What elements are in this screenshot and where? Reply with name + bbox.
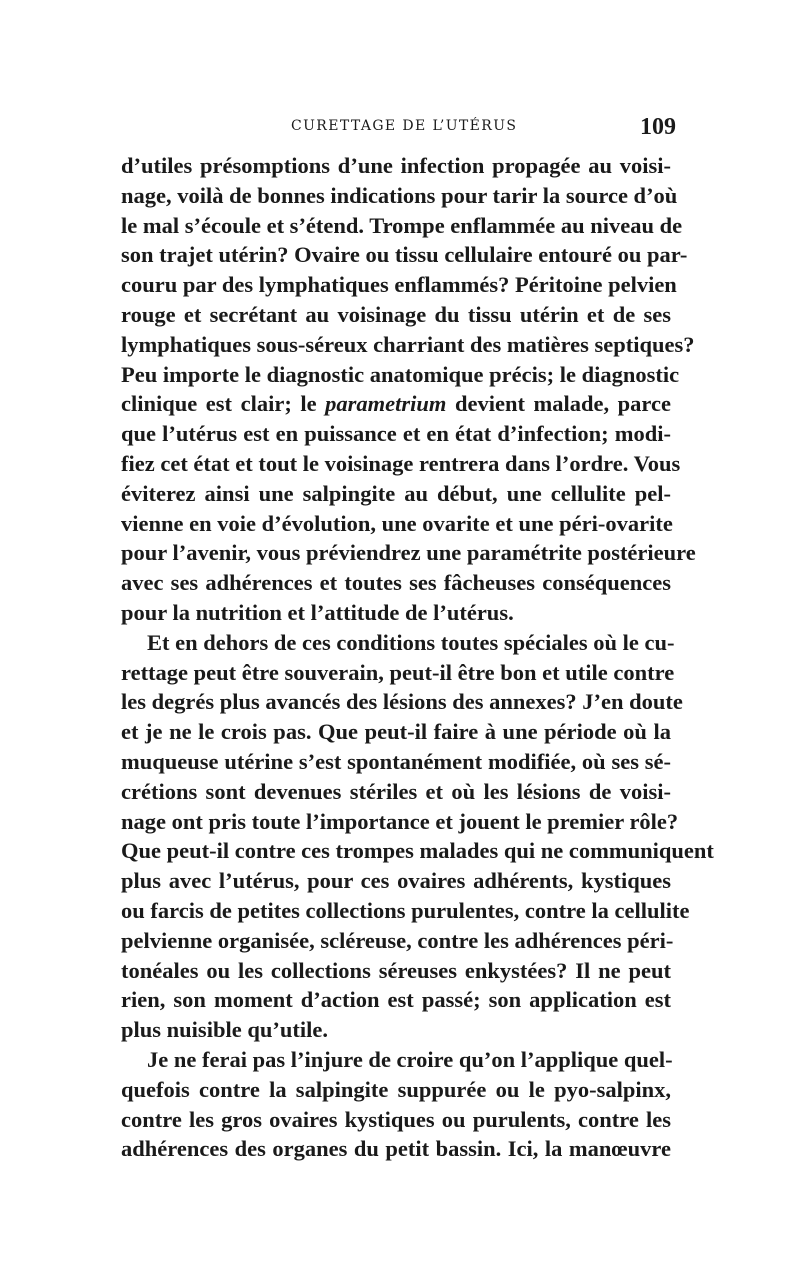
text-line: rien, son moment d’action est passé; son application est: [121, 987, 671, 1013]
text-line: muqueuse utérine s’est spontanément modifiée, où ses sé-: [121, 748, 671, 774]
text-line: que l’utérus est en puissance et en état d’infection; modi-: [121, 421, 671, 447]
text-line: crétions sont devenues stériles et où les lésions de voisi-: [121, 778, 671, 804]
text-line: lymphatiques sous-séreux charriant des matières septiques?: [121, 331, 695, 357]
text-line: ou farcis de petites collections purulentes, contre la cellulite: [121, 897, 690, 923]
paragraph-1: [121, 151, 696, 628]
text-line: d’utiles présomptions d’une infection propagée au voisi-: [121, 153, 671, 178]
line-text-after: devient malade, parce: [446, 391, 671, 417]
text-line: plus avec l’utérus, pour ces ovaires adhérents, kystiques: [121, 868, 671, 894]
body-text: [121, 151, 714, 1164]
text-line: nage ont pris toute l’importance et jouent le premier rôle?: [121, 808, 679, 834]
text-line: son trajet utérin? Ovaire ou tissu cellulaire entouré ou par-: [121, 242, 688, 268]
italic-term: parametrium: [325, 391, 447, 417]
text-line: tonéales ou les collections séreuses enkystées? Il ne peut: [121, 957, 671, 983]
text-line: rettage peut être souverain, peut-il être bon et utile contre: [121, 659, 675, 685]
text-line: adhérences des organes du petit bassin. Ici, la manœuvre: [121, 1136, 671, 1162]
text-line: pour la nutrition et l’attitude de l’utérus.: [121, 599, 514, 625]
page-number: 109: [640, 114, 676, 140]
text-line: pour l’avenir, vous préviendrez une paramétrite postérieure: [121, 540, 696, 566]
text-line: couru par des lymphatiques enflammés? Péritoine pelvien: [121, 272, 677, 298]
text-line-with-italic: [121, 389, 671, 419]
line-text-before: clinique est clair; le: [121, 391, 326, 417]
text-line: Et en dehors de ces conditions toutes spéciales où le cu-: [147, 629, 675, 655]
text-line: quefois contre la salpingite suppurée ou le pyo-salpinx,: [121, 1076, 671, 1102]
text-line: avec ses adhérences et toutes ses fâcheuses conséquences: [121, 570, 671, 596]
text-line: nage, voilà de bonnes indications pour tarir la source d’où: [121, 182, 678, 208]
paragraph-2: [121, 628, 714, 1045]
text-line: plus nuisible qu’utile.: [121, 1017, 328, 1043]
text-line: vienne en voie d’évolution, une ovarite et une péri-ovarite: [121, 510, 673, 536]
text-line: éviterez ainsi une salpingite au début, une cellulite pel-: [121, 480, 671, 506]
text-line: contre les gros ovaires kystiques ou purulents, contre les: [121, 1106, 671, 1132]
text-line: et je ne le crois pas. Que peut-il faire à une période où la: [121, 719, 671, 745]
text-line: Peu importe le diagnostic anatomique précis; le diagnostic: [121, 361, 680, 387]
text-line: le mal s’écoule et s’étend. Trompe enflammée au niveau de: [121, 212, 683, 238]
text-line: les degrés plus avancés des lésions des annexes? J’en doute: [121, 689, 683, 715]
text-line: Que peut-il contre ces trompes malades qui ne communiquent: [121, 838, 714, 864]
text-line: fiez cet état et tout le voisinage rentrera dans l’ordre. Vous: [121, 450, 681, 476]
running-head: [0, 116, 800, 140]
text-line: rouge et secrétant au voisinage du tissu utérin et de ses: [121, 301, 671, 327]
paragraph-3: [121, 1045, 671, 1164]
running-title: CURETTAGE DE L’UTÉRUS: [291, 118, 518, 134]
text-line: Je ne ferai pas l’injure de croire qu’on l’applique quel-: [147, 1046, 673, 1072]
text-line: pelvienne organisée, scléreuse, contre les adhérences péri-: [121, 927, 674, 953]
